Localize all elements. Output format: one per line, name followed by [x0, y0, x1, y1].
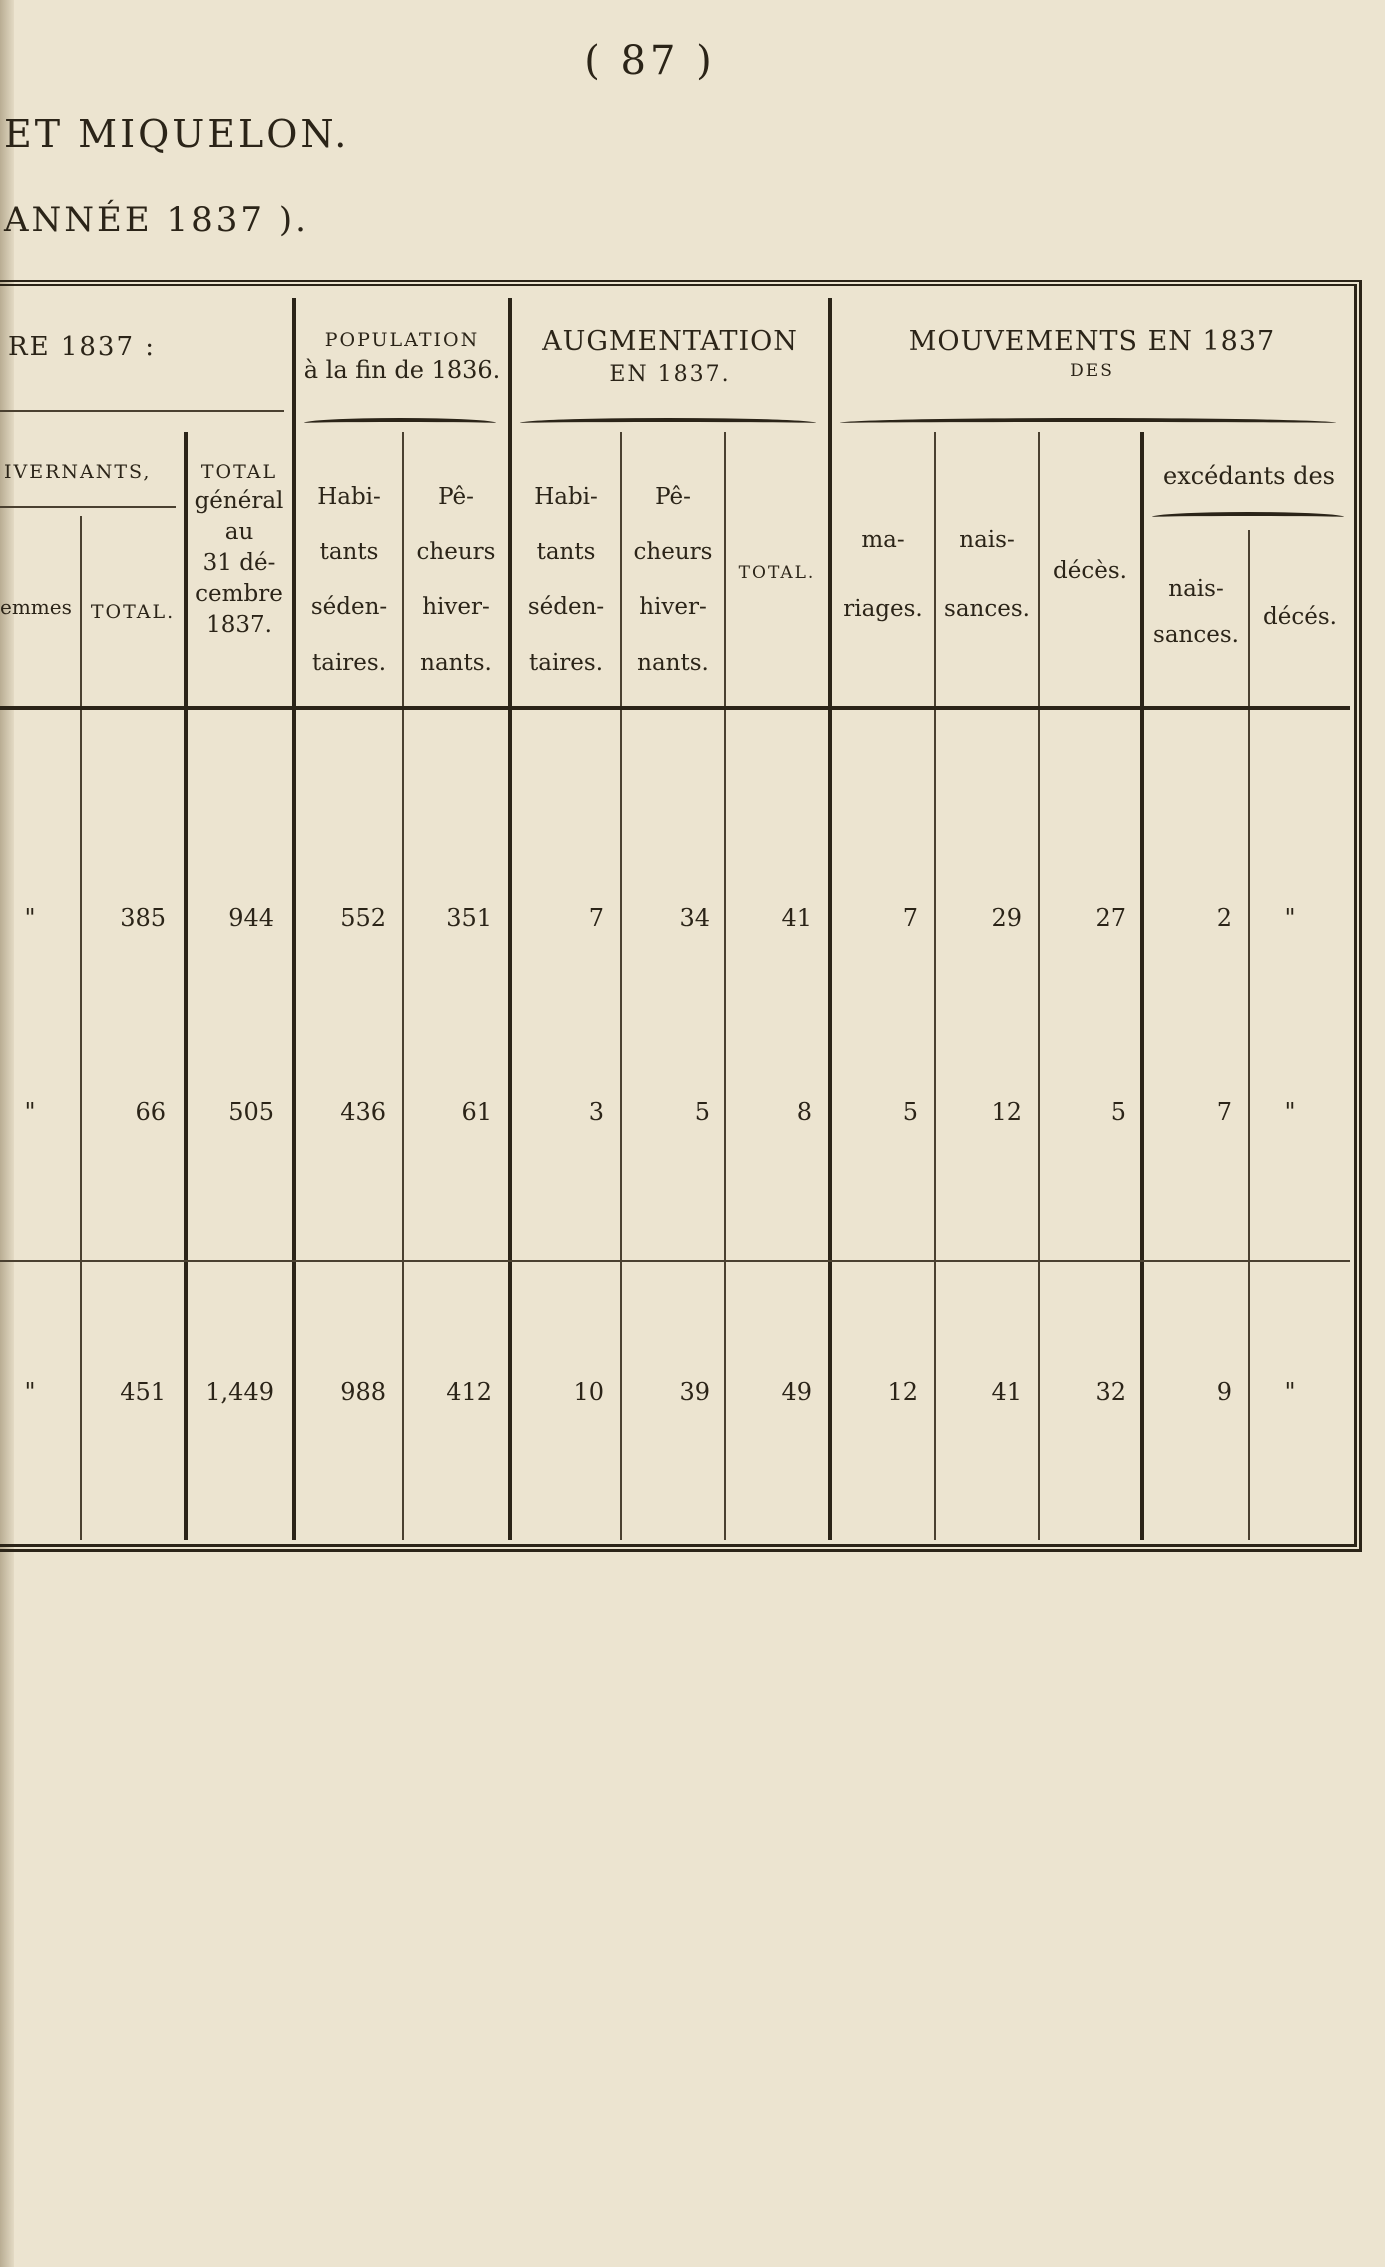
table-cell: 3: [588, 1098, 604, 1126]
col-aug-habitants-line: tants: [536, 539, 596, 566]
table-cell: 412: [446, 1378, 492, 1406]
col-aug-pecheurs-line: cheurs: [633, 539, 713, 566]
col-total-general: [186, 460, 292, 641]
col-aug-total: TOTAL.: [738, 563, 816, 583]
col-pop-habitants-line: tants: [319, 539, 379, 566]
table-cell: 29: [991, 904, 1022, 932]
table-cell: ": [24, 904, 36, 932]
page-number: ( 87 ): [584, 38, 716, 84]
col-total-general-line: au: [224, 518, 254, 545]
col-pop-habitants-line: taires.: [311, 649, 387, 676]
table-cell: 552: [340, 904, 386, 932]
heading-left-subgroup: IVERNANTS,: [4, 461, 152, 483]
col-pop-pecheurs-line: Pê-: [438, 484, 474, 510]
table-cell: 39: [679, 1378, 710, 1406]
page-subtitle: ANNÉE 1837 ).: [4, 200, 309, 240]
col-exc-naissances-line: sances.: [1153, 622, 1239, 648]
heading-mouvements-line1: MOUVEMENTS EN 1837: [908, 326, 1276, 357]
table-cell: 49: [781, 1378, 812, 1406]
table-cell: ": [24, 1378, 36, 1406]
table-row-total: [0, 1378, 1350, 1408]
rule-h-thin: [0, 410, 284, 412]
col-aug-pecheurs-line: nants.: [637, 649, 709, 676]
col-aug-pecheurs-line: hiver-: [639, 594, 707, 621]
table-cell: 351: [446, 904, 492, 932]
table-cell: 41: [991, 1378, 1022, 1406]
table-cell: 12: [887, 1378, 918, 1406]
page-title: ET MIQUELON.: [4, 112, 350, 156]
table-cell: 10: [573, 1378, 604, 1406]
table-row: [0, 904, 1350, 934]
col-aug-habitants-line: séden-: [527, 594, 605, 621]
table-cell: 505: [228, 1098, 274, 1126]
table-cell: 436: [340, 1098, 386, 1126]
table-cell: ": [1284, 1098, 1296, 1126]
statistics-table: [0, 280, 1370, 1552]
col-aug-pecheurs-line: Pê-: [655, 484, 691, 510]
heading-mouvements: [832, 324, 1352, 383]
table-cell: 41: [781, 904, 812, 932]
col-deces: décès.: [1053, 558, 1127, 584]
table-cell: 12: [991, 1098, 1022, 1126]
heading-augmentation: [512, 324, 828, 390]
col-exc-naissances-line: nais-: [1168, 576, 1224, 602]
table-cell: 61: [461, 1098, 492, 1126]
col-pop-habitants-line: séden-: [310, 594, 388, 621]
col-mariages-line: ma-: [861, 527, 905, 553]
heading-augmentation-line1: AUGMENTATION: [542, 326, 798, 357]
table-cell: 5: [902, 1098, 918, 1126]
table-cell: ": [1284, 904, 1296, 932]
col-total-general-line: TOTAL: [200, 461, 278, 483]
rule-h-header-bottom: [0, 706, 1350, 710]
table-cell: 7: [902, 904, 918, 932]
col-pop-habitants-line: Habi-: [317, 484, 381, 510]
rule-h-thin: [0, 506, 176, 508]
heading-excedants: excédants des: [1163, 462, 1335, 490]
col-aug-habitants-line: Habi-: [534, 484, 598, 510]
table-cell: 5: [694, 1098, 710, 1126]
col-pop-habitants: [296, 470, 402, 691]
table-cell: 944: [228, 904, 274, 932]
col-aug-habitants: [512, 470, 620, 691]
table-cell: ": [24, 1098, 36, 1126]
table-cell: 385: [120, 904, 166, 932]
rule-v-thin: [724, 432, 726, 1540]
col-total-general-line: 31 dé-: [202, 549, 276, 576]
col-pop-pecheurs-line: hiver-: [422, 594, 490, 621]
table-cell: 2: [1216, 904, 1232, 932]
brace: [520, 418, 816, 428]
table-cell: 988: [340, 1378, 386, 1406]
col-exc-deces: décés.: [1263, 604, 1337, 630]
col-aug-habitants-line: taires.: [528, 649, 604, 676]
col-mariages: [832, 506, 934, 644]
table-cell: 34: [679, 904, 710, 932]
table-cell: ": [1284, 1378, 1296, 1406]
brace: [1152, 512, 1344, 522]
brace: [304, 418, 496, 428]
col-femmes: emmes: [0, 595, 72, 619]
heading-population: [296, 328, 508, 386]
col-exc-naissances: [1144, 566, 1248, 658]
table-cell: 27: [1095, 904, 1126, 932]
rule-v-thin: [1038, 432, 1040, 1540]
table-cell: 7: [1216, 1098, 1232, 1126]
heading-population-line2: à la fin de 1836.: [303, 355, 501, 384]
brace: [840, 418, 1336, 428]
heading-augmentation-line2: EN 1837.: [609, 362, 731, 388]
table-cell: 7: [588, 904, 604, 932]
table-cell: 9: [1216, 1378, 1232, 1406]
col-naissances-line: sances.: [944, 596, 1030, 622]
col-total-general-line: général: [194, 487, 284, 514]
col-pop-pecheurs-line: cheurs: [416, 539, 496, 566]
table-cell: 5: [1110, 1098, 1126, 1126]
col-aug-pecheurs: [622, 470, 724, 691]
col-total-general-line: cembre: [195, 580, 283, 607]
table-cell: 66: [135, 1098, 166, 1126]
col-naissances: [936, 506, 1038, 644]
col-pop-pecheurs-line: nants.: [420, 649, 492, 676]
table-row: [0, 1098, 1350, 1128]
col-mariages-line: riages.: [843, 596, 923, 622]
col-naissances-line: nais-: [959, 527, 1015, 553]
heading-population-line1: POPULATION: [324, 329, 480, 351]
table-cell: 32: [1095, 1378, 1126, 1406]
table-cell: 8: [796, 1098, 812, 1126]
table-cell: 1,449: [205, 1378, 274, 1406]
heading-mouvements-line2: DES: [1070, 361, 1114, 382]
rule-h-total-separator: [0, 1260, 1350, 1262]
col-total-general-line: 1837.: [206, 611, 272, 638]
table-cell: 451: [120, 1378, 166, 1406]
col-pop-pecheurs: [404, 470, 508, 691]
heading-left-group: RE 1837 :: [8, 332, 157, 362]
col-total: TOTAL.: [90, 601, 176, 623]
